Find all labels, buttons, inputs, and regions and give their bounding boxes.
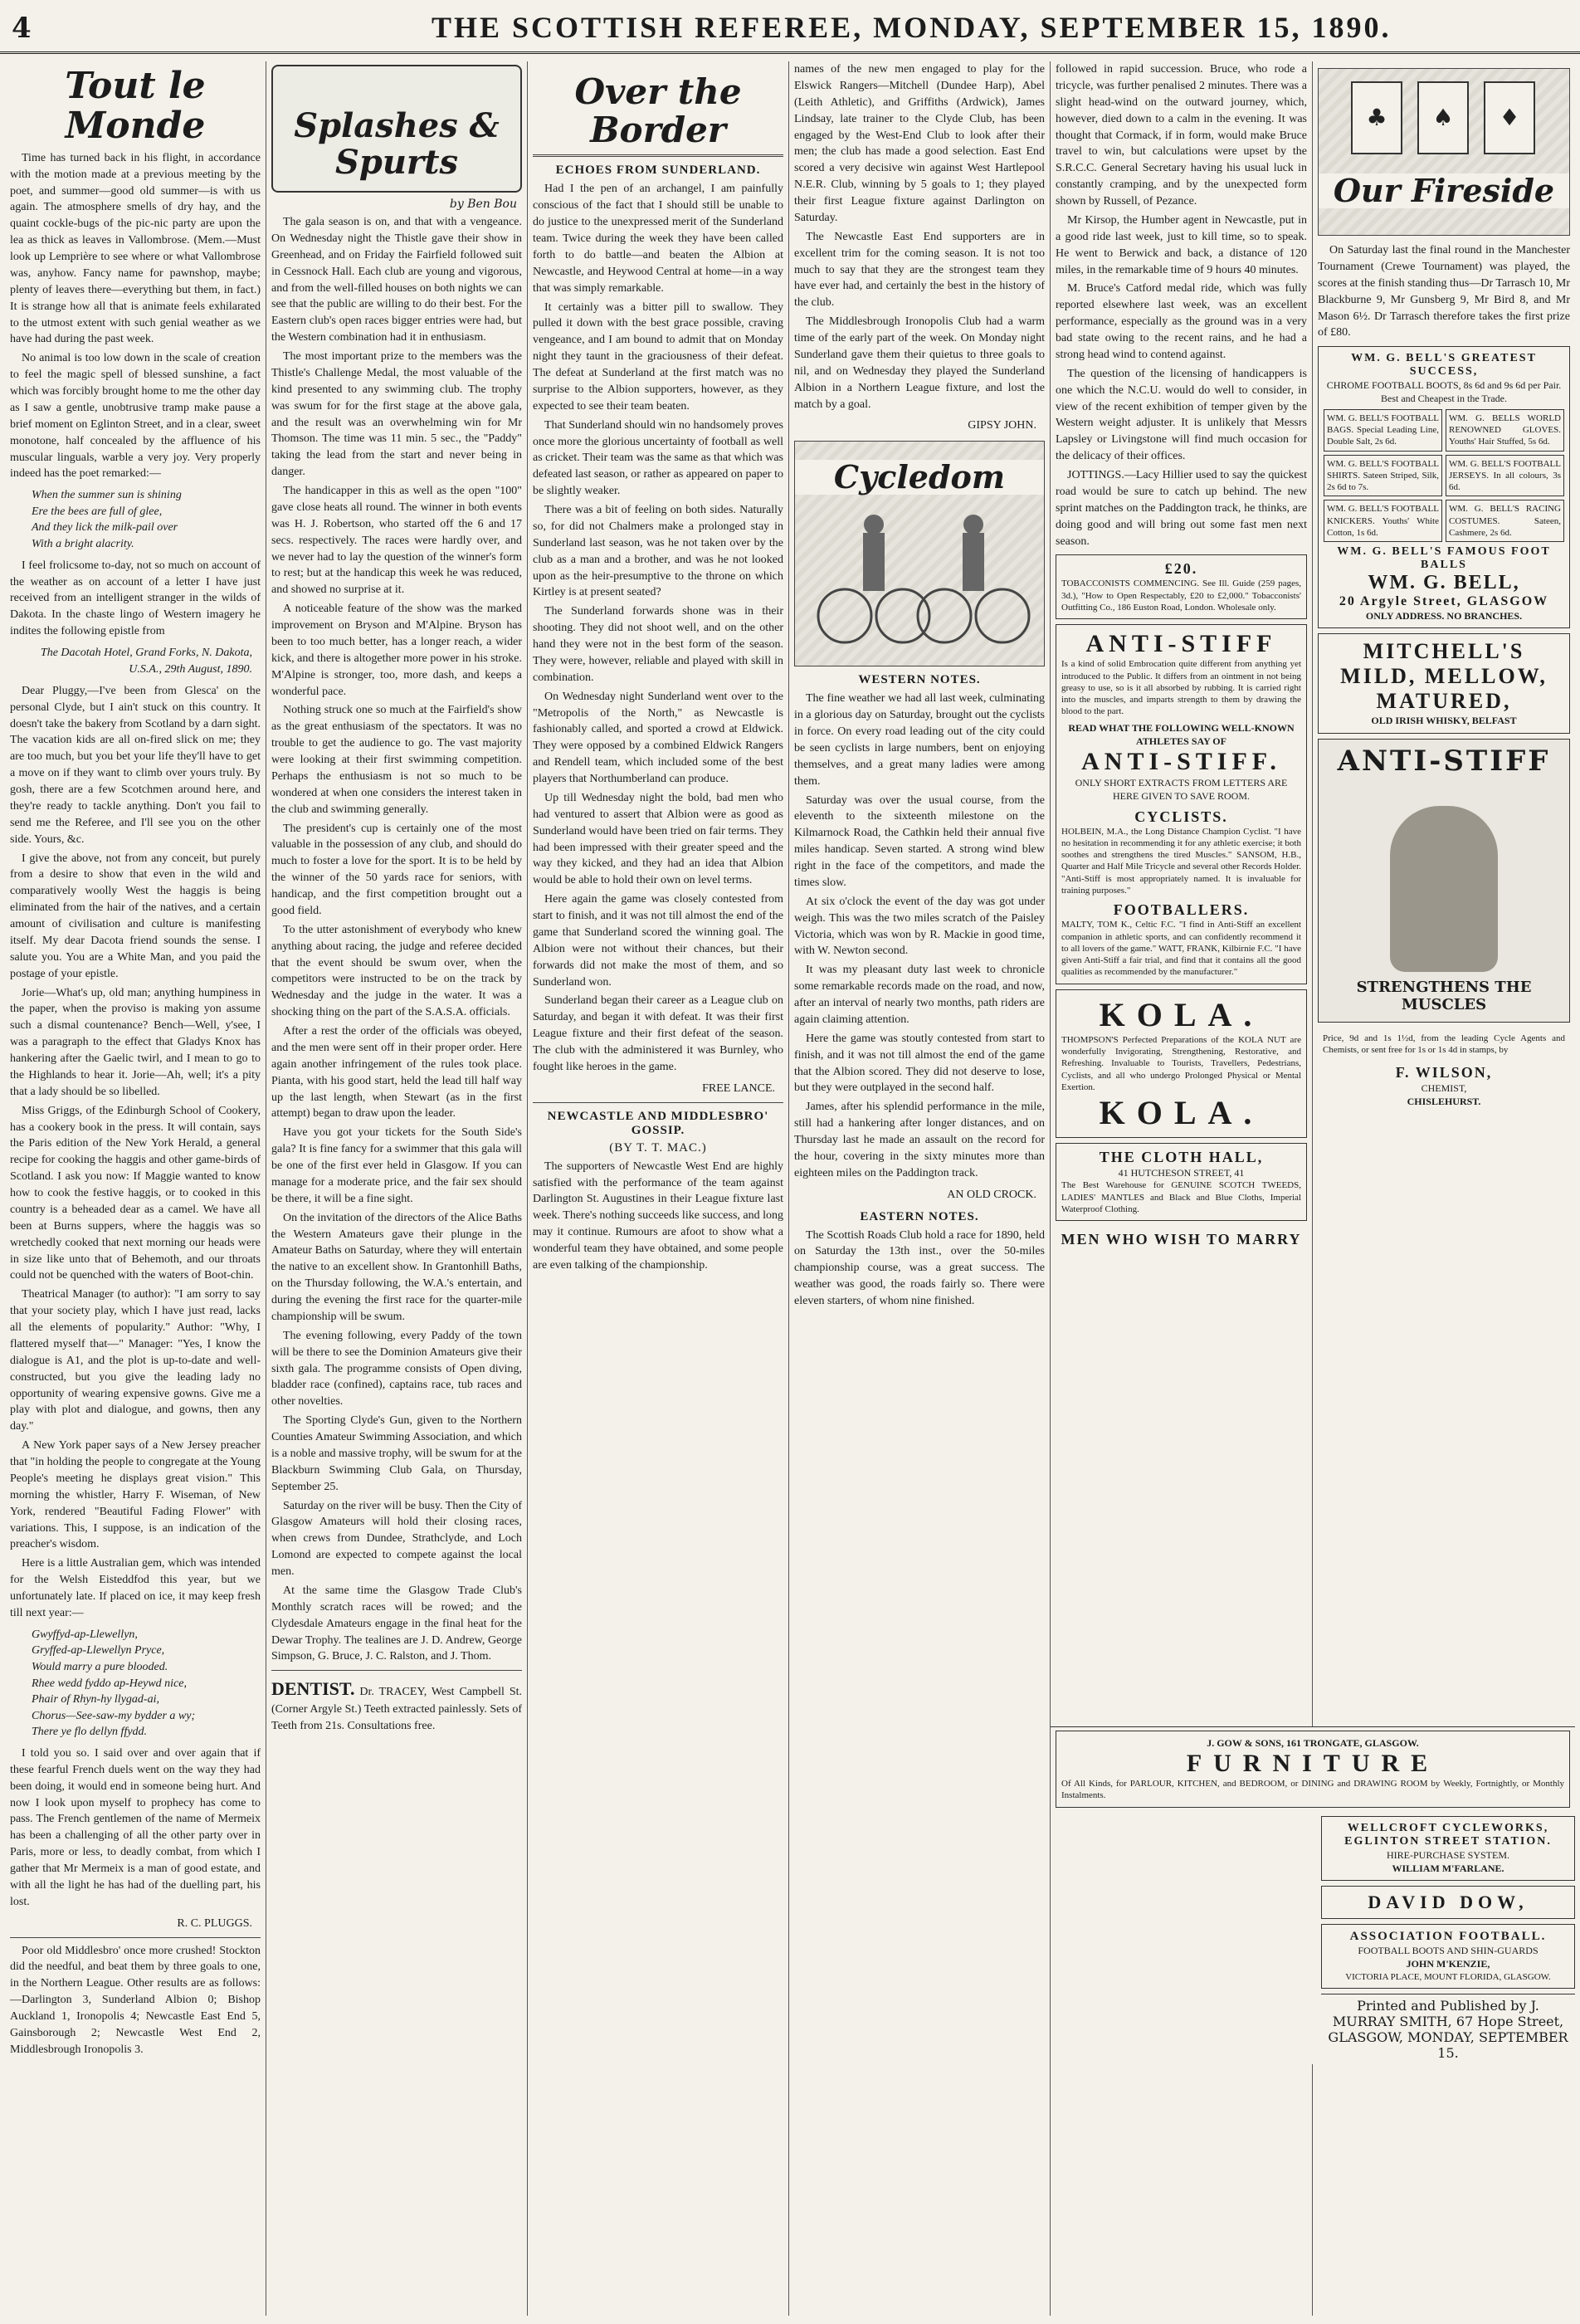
product-box: WM. G. BELL'S FOOTBALL BAGS. Special Leading Line, Double Salt, 2s 6d. bbox=[1324, 409, 1442, 452]
tobacconist-ad bbox=[1056, 554, 1307, 619]
ad-title: MEN WHO WISH TO MARRY bbox=[1061, 1231, 1302, 1248]
paragraph: The handicapper in this as well as the open "100" gave close heats all round. The winner in both events was H. J. Robertson, who started off the 6 and 17 secs. respectively. The races were hardly over, and we never had to lay the question of the winner's form to rest; but at the handicap this week he was reduced, and showed no surprise at it. bbox=[271, 485, 522, 597]
paragraph: The question of the licensing of handicappers is one which the N.C.U. would do well to consider, in view of the recent exhibition of temper given by the Western weight adjuster. It is unlikely that Messrs Lapsley or Livingstone will find much occasion for the delicacy of their offices. bbox=[1056, 367, 1307, 463]
newspaper-title: THE SCOTTISH REFEREE, MONDAY, SEPTEMBER 15, 1890. bbox=[432, 11, 1392, 44]
article-body bbox=[1056, 61, 1307, 549]
ad-text: THOMPSON'S Perfected Preparations of the KOLA NUT are wonderfully Invigorating, Strengthening, Restorative, and Refreshing. Invaluable to Tourists, Travellers, Pedestrians, Cyclists, and all who undergo Prolonged Physical or Mental Exertion. bbox=[1061, 1034, 1301, 1092]
ad-title: KOLA. bbox=[1099, 1094, 1264, 1132]
paragraph: I give the above, not from any conceit, but purely from a desire to show that even in the wild and comparatively woolly West the haggis is being eliminated from the hair of the natives, and a certain amount of civilisation and culture is manifesting itself. My dear Dacota friend sounds the sense. I salute you. You are a White Man, and you paid the postage of your epistle. bbox=[10, 852, 261, 980]
cloth-hall-ad bbox=[1056, 1143, 1307, 1221]
ad-title: WM. G. BELL'S FAMOUS FOOT BALLS bbox=[1337, 545, 1551, 572]
paragraph: followed in rapid succession. Bruce, who rode a tricycle, was further penalised 2 minutes. There was a slight head-wind on the outward journey, which, however, died down to a calm in the evening. It was thought that Cormack, if in form, would make Bruce travel to win, but calculations were upset by the S.R.C.C. General Secretary having his usual luck in constantly cramping, and by the unexpected form shown by Russell, of Pezance. bbox=[1056, 63, 1307, 208]
section-heading: Over the Border bbox=[574, 71, 742, 151]
divider bbox=[533, 1102, 783, 1103]
paragraph: I told you so. I said over and over again that if these fearful French duels went on the way they had been doing, it would end in someone being hurt. And now I look upon myself to prophecy has come to pass. The French gentlemen of the name of Mermeix has been a challenging of all the other party over in Paris, more or less, to deadly combat, from which I gather that Mr Mermeix is a man of good estate, and with all the light he has had of the duelling part, his lost. bbox=[10, 1746, 261, 1908]
paragraph: The evening following, every Paddy of the town will be there to see the Dominion Amateurs give their sixth gala. The programme consists of Open diving, bladder race (confined), captains race, tub races and other novelties. bbox=[271, 1329, 522, 1409]
verse: Gwyffyd-ap-Llewellyn, Gryffed-ap-Llewellyn Pryce, Would marry a pure blooded. Rhee wedd fyddo ap-Heywd nice, Phair of Rhyn-hy llygad-ai, Chorus—See-saw-my bydder a wy; There ye flo dellyn ffydd. bbox=[32, 1628, 196, 1739]
paragraph: The Sporting Clyde's Gun, given to the Northern Counties Amateur Swimming Association, and which is a noble and massive trophy, will be swum for at the Blackburn Swimming Club Gala, on Thursday, September 25. bbox=[271, 1414, 522, 1493]
ad-name: DAVID DOW, bbox=[1368, 1892, 1529, 1913]
product-box: WM. G. BELL'S RACING COSTUMES. Sateen, Cashmere, 2s 6d. bbox=[1446, 500, 1564, 542]
signature: AN OLD CROCK. bbox=[947, 1188, 1036, 1201]
divider bbox=[271, 1670, 522, 1671]
paragraph: On the invitation of the directors of the Alice Baths the Western Amateurs gave their plunge in the Amateur Baths on Saturday, where they will entertain the native to an excellent show. In Grantonhill Baths, on the Thursday following, the W.A.'s entertain, and during the evening the first race for the quarter-mile championship will be swum. bbox=[271, 1211, 522, 1323]
divider bbox=[10, 1937, 261, 1938]
paragraph: Nothing struck one so much at the Fairfield's show as the great enthusiasm of the spectators. It was no trouble to get the audience to go. The vast majority were looking at their first swimming competition. Perhaps the enthusiasm is not so much to be wondered at when one considers the interest taken in the club and swimming generally. bbox=[271, 704, 522, 816]
bottom-ads-band bbox=[1051, 1726, 1575, 2064]
signature: R. C. PLUGGS. bbox=[177, 1916, 252, 1930]
paragraph: At the same time the Glasgow Trade Club's Monthly scratch races will be rowed; and the Clydesdale Amateurs engage in the final heat for the Dewar Trophy. The tealines are J. D. Andrew, George Simpson, G. Bruce, J. C. Ralston, and J. Thom. bbox=[271, 1584, 522, 1663]
anti-stiff-illustration bbox=[1318, 739, 1570, 1023]
ad-title: ANTI-STIFF bbox=[1337, 744, 1551, 778]
imprint: Printed and Published by J. MURRAY SMITH, 67 Hope Street, GLASGOW, MONDAY, SEPTEMBER 15. bbox=[1321, 1994, 1575, 2064]
ad-text: J. GOW & SONS, 161 TRONGATE, GLASGOW. bbox=[1207, 1737, 1419, 1749]
paragraph: names of the new men engaged to play for the Elswick Rangers—Mitchell (Dundee Harp), Abel (Leith Athletic), and Griffiths (Ardwick), James Lindsay, late trainer to the Clyde Club, has been engaged by the West-End Club to look after their men; the club has made a good selection. East End scored a very decisive win against West Hartlepool N.E.R. Club, winning by 5 goals to 1; they played their first League fixture against Darlington on Saturday. bbox=[794, 63, 1045, 224]
paragraph: A New York paper says of a New Jersey preacher that "in holding the people to congregate at the Young People's meeting he displays great vision." This morning the whistler, Harry F. Wiseman, of New York, rendered "Beautiful Fading Flower" with variations. This, I suppose, is an indication of the preacher's wisdom. bbox=[10, 1439, 261, 1551]
paragraph: There was a bit of feeling on both sides. Naturally so, for did not Chalmers make a prolonged stay in Sunderland last season, was he not taken over by the club as a man and a brother, and was he not looked upon as the heir-presumptive to the throne on which Kirtley is at present seated? bbox=[533, 504, 783, 599]
dentist-ad-text: Dr. TRACEY, West Campbell St. (Corner Argyle St.) Teeth extracted painlessly. Sets of Teeth from 21s. Consultations free. bbox=[271, 1686, 522, 1733]
signature: FREE LANCE. bbox=[702, 1081, 775, 1095]
paragraph: That Sunderland should win no handsomely proves once more the glorious uncertainty of football as well as cricket. Their team was the same as that which was defeated last season, or rather as appeared on paper to be slightly weaker. bbox=[533, 418, 783, 498]
paragraph: On Saturday last the final round in the Manchester Tournament (Crewe Tournament) was played, the scores at the finish standing thus—Dr Tarrasch 10, Mr Blackburne 9, Mr Gunsberg 9, Mr Bird 8, and Mr Mason 6½. Dr Tarrasch therefore takes the first prize of £80. bbox=[1318, 244, 1570, 339]
paragraph: It certainly was a bitter pill to swallow. They pulled it down with the best grace possible, craving vengeance, and I am bound to admit that on Monday night they taunt in the graciousness of their defeat. The defeat at Sunderland at the first match was no surprise to the Albion supporters, however, as they expected to see their team beaten. bbox=[533, 300, 783, 413]
ad-name: F. WILSON, bbox=[1395, 1064, 1493, 1081]
ad-text: TOBACCONISTS COMMENCING. See Ill. Guide (259 pages, 3d.), "How to Open Respectably, £20 to £2,000." Tobacconists' Outfitting Co., 186 Euston Road, London. Wholesale only. bbox=[1061, 579, 1301, 613]
paragraph: It was my pleasant duty last week to chronicle some remarkable records made on the road, and now, after an interval of nearly two months, path riders are again claiming attention. bbox=[794, 964, 1045, 1026]
ad-name: JOHN M'KENZIE, bbox=[1406, 1958, 1490, 1970]
bottom-right-ads bbox=[1321, 1811, 1575, 2064]
paragraph: To the utter astonishment of everybody who knew anything about racing, the judge and referee decided that the event should be swum over, when the competitors were instructed to be on the track by Wednesday and the judge in the water. It was a shocking thing on the part of the S.A.S.A. officials. bbox=[271, 923, 522, 1019]
sub-heading: WESTERN NOTES. bbox=[858, 673, 981, 687]
bell-product-grid bbox=[1324, 409, 1564, 543]
playing-cards-drawing bbox=[1319, 74, 1569, 165]
furniture-ad bbox=[1056, 1731, 1570, 1808]
ad-text: The Best Warehouse for GENUINE SCOTCH TWEEDS, LADIES' MANTLES and Black and Blue Cloths, Imperial Waterproof Clothing. bbox=[1061, 1180, 1301, 1215]
ad-text: FOOTBALL BOOTS AND SHIN-GUARDS bbox=[1358, 1945, 1539, 1957]
verse: When the summer sun is shining Ere the bees are full of glee, And they lick the milk-pail over With a bright alacrity. bbox=[32, 489, 182, 551]
paragraph: Saturday on the river will be busy. Then the City of Glasgow Amateurs will hold their closing races, when crews from Dundee, Strathclyde, and Loch Lomond are expected to compete against the local men. bbox=[271, 1499, 522, 1578]
paragraph: The Scottish Roads Club hold a race for 1890, held on Saturday the 13th inst., over the 50-miles championship course, was a great success. The weather was good, the roads fairly so. There were eleven starters, of whom nine finished. bbox=[794, 1228, 1045, 1307]
ad-title: MITCHELL'S MILD, MELLOW, MATURED, bbox=[1340, 639, 1548, 714]
ad-text: MALTY, TOM K., Celtic F.C. "I find in Anti-Stiff an excellent companion in athletic sports, and can confidently recommend it to all lovers of the game." WATT, FRANK, Kilbirnie F.C. "I have given Anti-Stiff a fair trial, and find that it contains all the good qualities as recommended by the manufacturer." bbox=[1061, 920, 1301, 978]
paragraph: After a rest the order of the officials was obeyed, and the men were sent off in their proper order. Here again another infringement of the rules took place. Pianta, with his good start, held the lead till half way up the last length, when Stewart (as in the first attempt) began to draw upon the leader. bbox=[271, 1025, 522, 1120]
product-box: WM. G. BELL'S FOOTBALL SHIRTS. Sateen Striped, Silk, 2s 6d to 7s. bbox=[1324, 455, 1442, 497]
kola-ad bbox=[1056, 989, 1307, 1138]
paragraph: The fine weather we had all last week, culminating in a glorious day on Saturday, brought out the cyclists in force. On every road leading out of the city could be seen cyclists in large numbers, bent on enjoying themselves, and a great many ladies were among them. bbox=[794, 692, 1045, 788]
paragraph: Dear Pluggy,—I've been from Glesca' on the personal Clyde, but I ain't stuck on this country. It doesn't take the bakery from Scotland by a darn sight. The vacation kids are all on-fired slick on me; they are too much, but you bet your life they'll have to get a move on if they want to climb over yours truly. By gosh, there are a few Scotchmen around here, and they're ready to tackle anything. Don't you fail to send me the Referee, and I'll see you on the other side. Yours, &c. bbox=[10, 684, 261, 846]
paragraph: The Newcastle East End supporters are in excellent trim for the coming season. It is not too much to say that they are the strongest team they have ever had, and certainly the best in the history of the club. bbox=[794, 230, 1045, 310]
paragraph: The supporters of Newcastle West End are highly satisfied with the performance of the team against Darlington St. Augustines in their League fixture last week. There's nothing succeeds like success, and long may it continue. Rumours are afoot to show what a wonderful team they have obtained, and some people are even talking of the championship. bbox=[533, 1160, 784, 1272]
ad-title: ANTI-STIFF. bbox=[1081, 748, 1281, 776]
paragraph: Mr Kirsop, the Humber agent in Newcastle, put in a good ride last week, just to kill time, so to speak. He went to Berwick and back, a distance of 120 miles, in the remarkable time of 9 hours 40 minutes. bbox=[1056, 213, 1307, 276]
ad-text: CHROME FOOTBALL BOOTS, 8s 6d and 9s 6d per Pair. Best and Cheapest in the Trade. bbox=[1326, 379, 1562, 405]
paragraph: Jorie—What's up, old man; anything humpiness in the paper, when the proviso is making yon assume such a dismal countenance? Bench—Well, y'see, I was a paragraph to the effect that Gladys Knox has hankering after the Gaelic twirl, and I mean to go to the Highlands to hear it. Jorie—Ah, well; it's a pity that a lady should be so libelled. bbox=[10, 986, 261, 1098]
product-box: WM. G. BELLS WORLD RENOWNED GLOVES. Youths' Hair Stuffed, 5s 6d. bbox=[1446, 409, 1564, 452]
paragraph: I feel frolicsome to-day, not so much on account of the weather as on account of a letter I have just received from an intelligent stranger in the wilds of Dakota. In the chaste lingo of Western imagery he indites the following epistle from bbox=[10, 559, 261, 638]
article-body bbox=[271, 214, 522, 1665]
section-heading: Our Fireside bbox=[1319, 173, 1569, 208]
paragraph: Saturday was over the usual course, from the eleventh to the sixteenth milestone on the Kilmarnock Road, the Cathkin held their annual five miles handicap. Seven started. A strong wind blew right in the face of the competitors, and made the times slow. bbox=[794, 793, 1045, 889]
dentist-ad-heading: DENTIST. bbox=[271, 1678, 355, 1700]
byline: by Ben Bou bbox=[449, 198, 517, 211]
ad-address: VICTORIA PLACE, MOUNT FLORIDA, GLASGOW. bbox=[1345, 1971, 1551, 1982]
article-body bbox=[794, 1228, 1045, 1310]
ad-text: ONLY ADDRESS. NO BRANCHES. bbox=[1365, 610, 1523, 622]
column-tout-le-monde bbox=[5, 61, 266, 2316]
divider bbox=[533, 154, 783, 157]
page-number: 4 bbox=[12, 12, 32, 45]
ad-title: THE CLOTH HALL, bbox=[1099, 1149, 1264, 1166]
bell-ad bbox=[1318, 346, 1570, 628]
column-over-the-border bbox=[528, 61, 789, 2316]
sub-heading: NEWCASTLE AND MIDDLESBRO' GOSSIP. bbox=[547, 1109, 769, 1137]
column-splashes-spurts bbox=[266, 61, 528, 2316]
product-box: WM. G. BELL'S FOOTBALL KNICKERS. Youths' White Cotton, 1s 6d. bbox=[1324, 500, 1442, 542]
section-heading: Tout le Monde bbox=[65, 65, 206, 148]
section-heading: Splashes & Spurts bbox=[294, 106, 500, 182]
ad-text: READ WHAT THE FOLLOWING WELL-KNOWN ATHLETES SAY OF bbox=[1068, 721, 1295, 747]
section-heading-box bbox=[271, 65, 522, 193]
sub-heading: EASTERN NOTES. bbox=[860, 1209, 979, 1223]
ad-name: WILLIAM M'FARLANE. bbox=[1392, 1862, 1504, 1874]
svg-text:♦: ♦ bbox=[1499, 104, 1520, 131]
paragraph: Theatrical Manager (to author): "I am sorry to say that your society play, which I have just read, lacks all the elements of popularity." Author: "Why, I flattered myself that—" Manager: "Yes, I know the dialogue is A1, and the plot is up-to-date and well-constructed, but you give the leading lady no opportunity of wearing expensive gowns. Give me a play with plot and dialogue, and gowns, then any day." bbox=[10, 1288, 261, 1433]
ad-text: OLD IRISH WHISKY, BELFAST bbox=[1371, 715, 1517, 727]
signature: GIPSY JOHN. bbox=[968, 419, 1036, 432]
section-heading: Cycledom bbox=[795, 460, 1044, 495]
paragraph: On Wednesday night Sunderland went over to the "Metropolis of the North," as Newcastle is fashionably called, and sported a crowd at Eldwick. They were opposed by a combined Eldwick Rangers and Rendell team, which included some of the best players that Northumberland can produce. bbox=[533, 690, 783, 785]
ad-title: £20. bbox=[1164, 560, 1198, 578]
anti-stiff-ad bbox=[1056, 624, 1307, 984]
ad-title: FURNITURE bbox=[1186, 1750, 1440, 1778]
column-cycledom bbox=[789, 61, 1051, 2316]
david-dow-ad bbox=[1321, 1886, 1575, 1919]
ad-text: HOLBEIN, M.A., the Long Distance Champion Cyclist. "I have no hesitation in recommending it for any athletic exercise; it both soothes and strengthens the tired Muscles." SANSOM, H.B., Quarter and Half Mile Tricycle and several other Records Holder. "Anti-Stiff is most appropriately named. It is invaluable for training purposes." bbox=[1061, 826, 1301, 896]
ad-text: Of All Kinds, for PARLOUR, KITCHEN, and BEDROOM, or DINING and DRAWING ROOM by Weekly, Fortnightly, or Monthly Instalments. bbox=[1061, 1779, 1564, 1801]
paragraph: A noticeable feature of the show was the marked improvement on Bryson and M'Alpine. Bryson has been to too much better, has a longer reach, a wider kick, and there is altogether more power in his stroke. M'Alpine is stronger, too, more dash, and keeps a wonderful pace. bbox=[271, 603, 522, 698]
paragraph: Time has turned back in his flight, in accordance with the motion made at a previous meeting by the poet, and summer—good old summer—is with us again. The atmosphere smells of dry hay, and the quaint cockle-bugs of the pic-nic party are upon the lea as thick as leaves in Vallombrose. (Mem.—Must look up Lemprière to see where or what Vallombrose was, anyhow. Fancy name for pawnshop, maybe; plenty of leaves there—everything but them, in fact.) It is strange how all that is animate feels exhilarated to the utmost extent with such genial weather as we have had during the past week. bbox=[10, 151, 261, 346]
sub-heading: ECHOES FROM SUNDERLAND. bbox=[555, 164, 761, 178]
marry-ad bbox=[1056, 1226, 1307, 1253]
ad-title: KOLA. bbox=[1099, 995, 1264, 1033]
ad-text: ONLY SHORT EXTRACTS FROM LETTERS ARE HERE GIVEN TO SAVE ROOM. bbox=[1075, 777, 1288, 803]
paragraph: Here is a little Australian gem, which was intended for the Welsh Eisteddfod this year, but we unfortunately late. If placed on ice, it may keep fresh till next year:— bbox=[10, 1557, 261, 1619]
paragraph: Miss Griggs, of the Edinburgh School of Cookery, has a cookery book in the press. It will contain, says the Paris edition of the New York Herald, a general recipe for cooking the haggis and other game-birds of Scotland. I ask you now: If Maggie wanted to know how to cook the festive haggis, or to cooked in this country is a beheaded dear as a camel. We have all been at Burns suppers, where the haggis was so wretchedly cooked that next morning our heads were in size like unto that of Behemoth, and our throats could not be quenched with the waters of Boot-chin. bbox=[10, 1104, 261, 1282]
paragraph: Had I the pen of an archangel, I am painfully conscious of the fact that I should still be unable to do justice to the unexpressed merit of the Sunderland team. Twice during the week they have been called forth to do battle—and beaten the Albion at Newcastle, and Heywood Central at home—in a way that was simply remarkable. bbox=[533, 183, 783, 295]
ad-title: ANTI-STIFF bbox=[1085, 630, 1277, 658]
cycledom-illustration bbox=[794, 441, 1045, 666]
ad-text: Price, 9d and 1s 1½d, from the leading Cycle Agents and Chemists, or sent free for 1s or 1s 4d in stamps, by bbox=[1323, 1033, 1565, 1055]
strongman-figure bbox=[1390, 806, 1498, 972]
ad-text: Is a kind of solid Embrocation quite different from anything yet introduced to the Public. It differs from an ointment in not being greasy to use, so is it all absorbed by rubbing. It is carried right into the muscles, and imparts strength to them by drawing the blood to the part. bbox=[1061, 659, 1301, 717]
ad-text: CHISLEHURST. bbox=[1407, 1096, 1481, 1108]
ad-sub-heading: CYCLISTS. bbox=[1134, 808, 1228, 825]
paragraph: No animal is too low down in the scale of creation to feel the magic spell of blessed sunshine, a fact which was forcibly brought home to me the other day as I saw a gentle, unobtrusive tramp make pause a brief moment on Eglinton Street, and in a clear, sweet monotone, half concealed by the affluence of his muscular linguals, warble a very joy. Very properly indeed has the poet remarked:— bbox=[10, 352, 261, 481]
fireside-illustration bbox=[1318, 68, 1570, 236]
svg-text:♠: ♠ bbox=[1432, 104, 1454, 131]
ad-title: ASSOCIATION FOOTBALL. bbox=[1349, 1930, 1547, 1944]
dentist-ad bbox=[271, 1676, 522, 1735]
ad-name: WM. G. BELL, bbox=[1368, 572, 1520, 594]
cyclists-drawing bbox=[795, 500, 1044, 657]
paragraph: JOTTINGS.—Lacy Hillier used to say the quickest road would be sure to catch up behind. The new sprint matches on the Paddington track, he thinks, are doing good and will bring out some fast men next season. bbox=[1056, 469, 1307, 548]
paragraph: Have you got your tickets for the South Side's gala? It is fine fancy for a swimmer that this gala will be one of the first ever held in Glasgow. If you can manage for a moderate price, and the fair sex should be there, it will be a fine sight. bbox=[271, 1126, 522, 1205]
paragraph: The gala season is on, and that with a vengeance. On Wednesday night the Thistle gave their show in Greenhead, and on Friday the Fairfield followed suit in Cessnock Hall. Each club are young and vigorous, and from the well-filled houses on both nights we can see that the public are willing to do their best. For the Eastern club's open races bigger entries were had, but the Western combination had it in enthusiasm. bbox=[271, 216, 522, 344]
article-body bbox=[533, 181, 783, 1096]
article-body bbox=[794, 691, 1045, 1203]
article-body bbox=[794, 61, 1045, 434]
ad-text: HIRE-PURCHASE SYSTEM. bbox=[1386, 1848, 1510, 1861]
wellcroft-ad bbox=[1321, 1816, 1575, 1881]
paragraph: The Middlesbrough Ironopolis Club had a warm time of the early part of the week. On Monday night Sunderland gave them their quietus to three goals to nil, and on Wednesday they played the Sunderland Albion in a Northern League fixture, and lost the match by a goal. bbox=[794, 315, 1045, 411]
ad-title: WM. G. BELL'S GREATEST SUCCESS, bbox=[1351, 352, 1537, 378]
paragraph: Here again the game was closely contested from start to finish, and it was not till almost the end of the game that Sunderland scored the winning goal. The Albion were not without their chances, but their forwards did not make the most of them, and so Sunderland won. bbox=[533, 893, 783, 989]
association-football-ad bbox=[1321, 1924, 1575, 1989]
bottom-left-spacer bbox=[1051, 1811, 1321, 2064]
article-body bbox=[1318, 242, 1570, 341]
paragraph: The most important prize to the members was the Thistle's Challenge Medal, the most valuable of the kind presented to any swimming club. The trophy was swum for for the first stage at the above gala, and the result was an overwhelming win for Mr Thomson. The time was 11 min. 5 sec., the "Paddy" taking the lead from the start and never being in danger. bbox=[271, 350, 522, 479]
paragraph: Sunderland began their career as a League club on Saturday, and began it with defeat. It was their first League fixture and their first defeat of the season. The club with the administered it was Burnley, who fought like heroes in the game. bbox=[533, 994, 783, 1073]
ad-ribbon: STRENGTHENS THE MUSCLES bbox=[1356, 978, 1532, 1013]
paragraph: James, after his splendid performance in the mile, still had a hankering after longer distances, and on Thursday last he made an assault on the record for the hour, covering in the sixty minutes more than eighteen miles on the Paddington track. bbox=[794, 1101, 1045, 1179]
whisky-ad bbox=[1318, 633, 1570, 733]
paragraph: The president's cup is certainly one of the most valuable in the possession of any club, and should do much to foster a love for the sport. It is to be held by the winner of the 50 yards race for seniors, with handicap, and the first competition brought out a good field. bbox=[271, 822, 522, 917]
ad-address: 20 Argyle Street, GLASGOW bbox=[1339, 594, 1549, 609]
paragraph: The Sunderland forwards shone was in their shooting. They did not shoot well, and on the other hand they were not in the best form of the season. They were, however, reliable and played with skill in combination. bbox=[533, 605, 783, 684]
paragraph: At six o'clock the event of the day was got under weigh. This was the two miles scratch of the Paisley Victoria, which was won by R. Mackie in good time, with W. Newton second. bbox=[794, 895, 1045, 958]
product-box: WM. G. BELL'S FOOTBALL JERSEYS. In all colours, 3s 6d. bbox=[1446, 455, 1564, 497]
ad-address: 41 HUTCHESON STREET, 41 bbox=[1118, 1167, 1245, 1179]
ad-text: CHEMIST, bbox=[1421, 1082, 1467, 1095]
paragraph: Here the game was stoutly contested from start to finish, and it was not till almost the end of the game that the Albion scored. They did not deserve to lose, but they were outplayed in the second half. bbox=[794, 1032, 1045, 1095]
article-body bbox=[10, 150, 261, 2058]
paragraph: Poor old Middlesbro' once more crushed! Stockton did the needful, and beat them by three goals to one, in the Northern League. Other results are as follows:—Darlington 3, Sunderland Albion 0; Bishop Auckland 1, Ironopolis 4; Newcastle East End 5, Gainsborough 2; Newcastle West End 2, Middlesbrough Ironopolis 3. bbox=[10, 1944, 261, 2056]
wilson-ad bbox=[1318, 1028, 1570, 1114]
ad-sub-heading: FOOTBALLERS. bbox=[1113, 901, 1250, 919]
article-body bbox=[533, 1159, 783, 1274]
ad-title: WELLCROFT CYCLEWORKS, EGLINTON STREET STATION. bbox=[1344, 1821, 1552, 1848]
paragraph: M. Bruce's Catford medal ride, which was fully reported elsewhere last week, was an excellent performance, especially as the ground was in a very bad state owing to the recent rains, and he had a strong head wind to contend against. bbox=[1056, 282, 1307, 361]
bottom-ads-row bbox=[1051, 1811, 1575, 2064]
letter-place: The Dacotah Hotel, Grand Forks, N. Dakota, U.S.A., 29th August, 1890. bbox=[40, 647, 252, 676]
sub-heading-byline: (BY T. T. MAC.) bbox=[609, 1140, 707, 1155]
masthead bbox=[0, 5, 1580, 54]
paragraph: Up till Wednesday night the bold, bad men who had ventured to assert that Albion were as good as Sunderland would have been tried on fair terms. They had been impressed with their greater speed and the way they kicked, and they had an idea that Albion would be able to hold their own on level terms. bbox=[533, 791, 783, 887]
svg-text:♣: ♣ bbox=[1366, 104, 1387, 131]
